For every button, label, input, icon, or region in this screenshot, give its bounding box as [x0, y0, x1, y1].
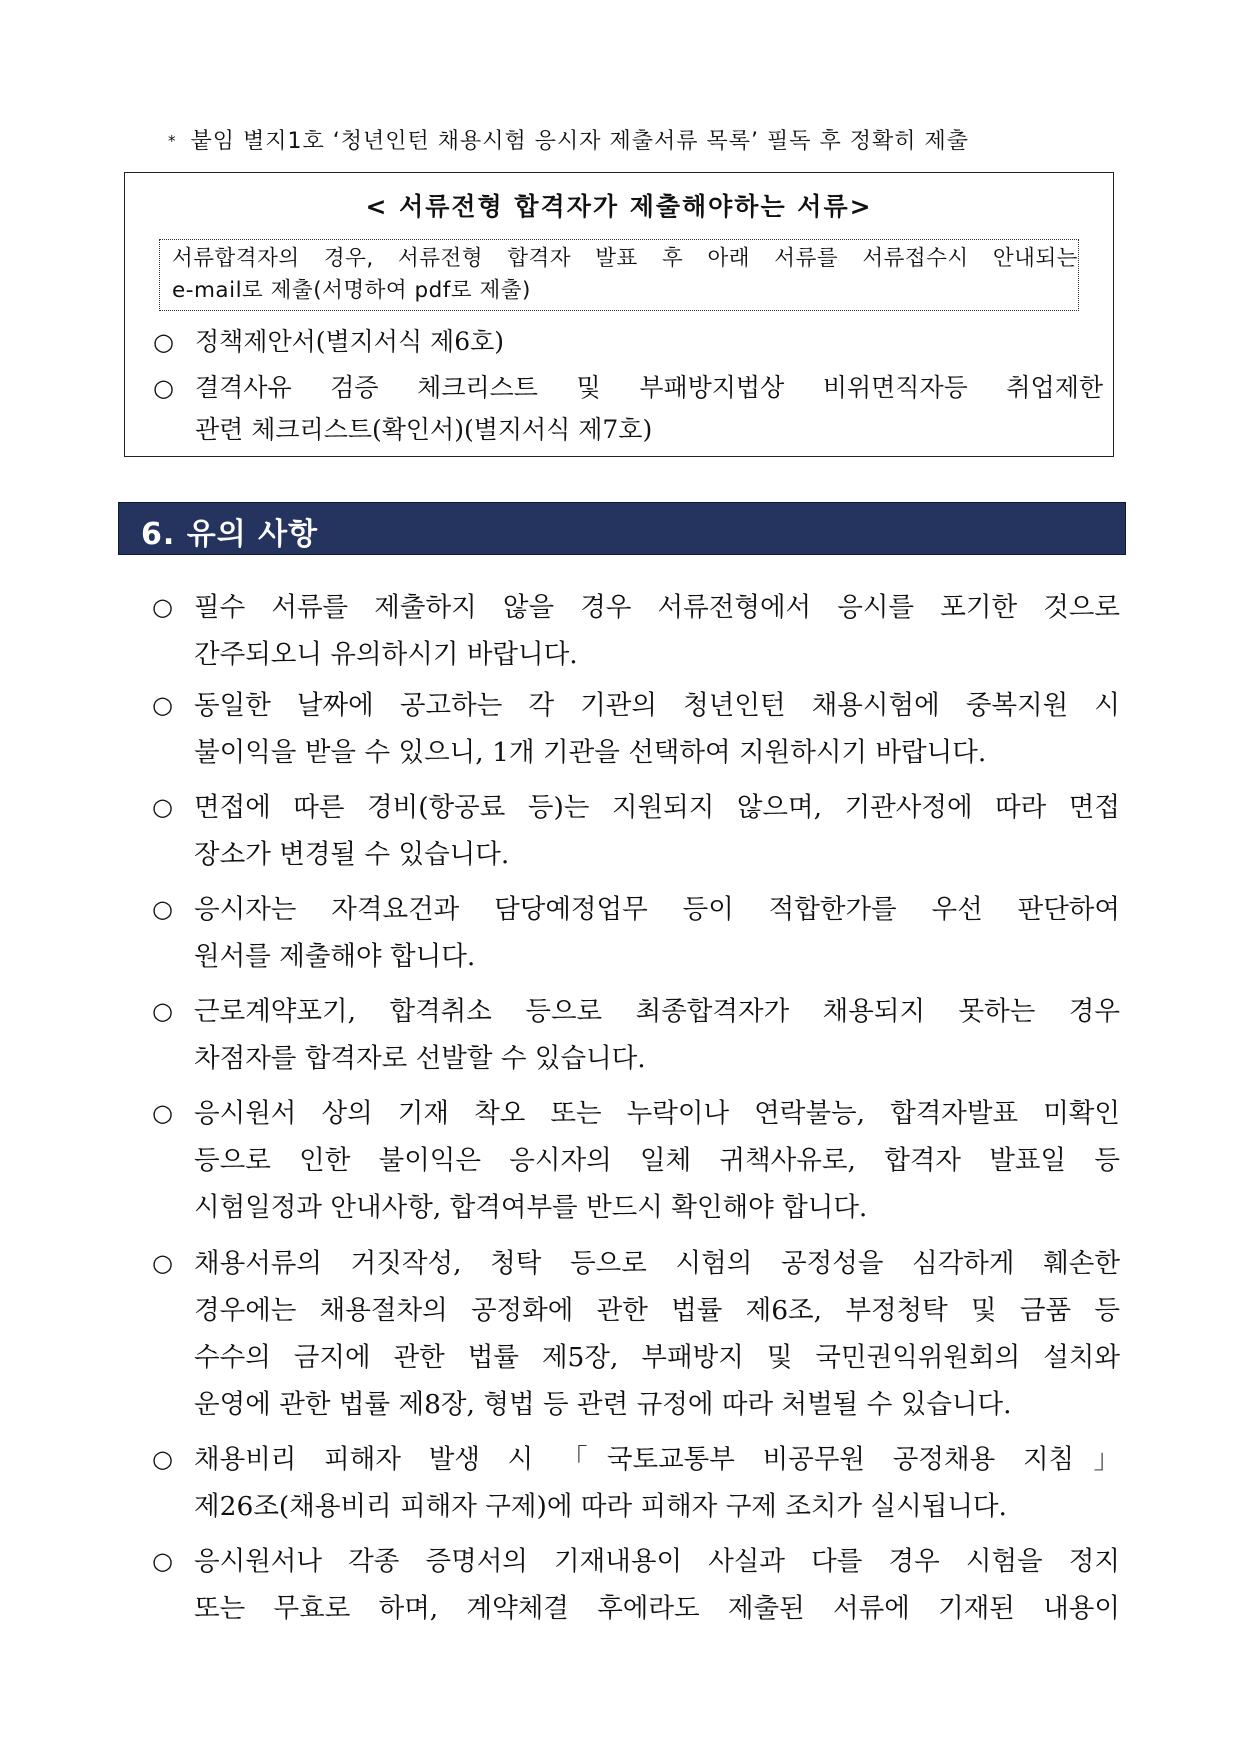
list-item-line: 또는 무효로 하며, 계약체결 후에라도 제출된 서류에 기재된 내용이 [194, 1593, 1120, 1624]
list-item [152, 1090, 1120, 1231]
list-item [152, 1436, 1120, 1530]
circle-bullet-icon: ○ [152, 691, 173, 719]
list-item-line: 응시원서 상의 기재 착오 또는 누락이나 연락불능, 합격자발표 미확인 [194, 1098, 1120, 1129]
circle-bullet-icon: ○ [152, 593, 173, 621]
list-item-line: 제26조(채용비리 피해자 구제)에 따라 피해자 구제 조치가 실시됩니다. [194, 1491, 1007, 1522]
circle-bullet-icon: ○ [153, 374, 174, 402]
list-item-line: 원서를 제출해야 합니다. [194, 941, 476, 972]
list-item-line: 관련 체크리스트(확인서)(별지서식 제7호) [195, 415, 653, 444]
list-item-line: 필수 서류를 제출하지 않을 경우 서류전형에서 응시를 포기한 것으로 [194, 592, 1120, 623]
list-item-line: 불이익을 받을 수 있으니, 1개 기관을 선택하여 지원하시기 바랍니다. [194, 737, 987, 768]
list-item [153, 367, 1103, 451]
circle-bullet-icon: ○ [152, 1099, 173, 1127]
circle-bullet-icon: ○ [153, 328, 174, 356]
list-item-line: 등으로 인한 불이익은 응시자의 일체 귀책사유로, 합격자 발표일 등 [194, 1145, 1120, 1176]
list-item-line: 정책제안서(별지서식 제6호) [195, 327, 505, 356]
list-item [152, 988, 1120, 1082]
circle-bullet-icon: ○ [152, 1547, 173, 1575]
list-item-line: 면접에 따른 경비(항공료 등)는 지원되지 않으며, 기관사정에 따라 면접 [194, 792, 1120, 823]
documents-notice [159, 239, 1079, 311]
top-note-text: 붙임 별지1호 ‘청년인턴 채용시험 응시자 제출서류 목록’ 필독 후 정확히 제출 [190, 129, 969, 154]
list-item-line: 간주되오니 유의하시기 바랍니다. [194, 639, 578, 670]
notice-line: 서류합격자의 경우, 서류전형 합격자 발표 후 아래 서류를 서류접수시 안내되는 [172, 246, 1078, 271]
list-item-line: 응시자는 자격요건과 담당예정업무 등이 적합한가를 우선 판단하여 [194, 894, 1120, 925]
list-item-line: 동일한 날짜에 공고하는 각 기관의 청년인턴 채용시험에 중복지원 시 [194, 690, 1120, 721]
circle-bullet-icon: ○ [152, 997, 173, 1025]
circle-bullet-icon: ○ [152, 1249, 173, 1277]
circle-bullet-icon: ○ [152, 895, 173, 923]
circle-bullet-icon: ○ [152, 793, 173, 821]
list-item [152, 584, 1120, 678]
list-item [153, 319, 1103, 365]
list-item-line: 운영에 관한 법률 제8장, 형법 등 관련 규정에 따라 처벌될 수 있습니다. [194, 1389, 1012, 1420]
list-item-line: 채용서류의 거짓작성, 청탁 등으로 시험의 공정성을 심각하게 훼손한 [194, 1248, 1120, 1279]
list-item-line: 시험일정과 안내사항, 합격여부를 반드시 확인해야 합니다. [194, 1192, 868, 1223]
list-item-line: 수수의 금지에 관한 법률 제5장, 부패방지 및 국민권익위원회의 설치와 [194, 1342, 1120, 1373]
list-item-line: 응시원서나 각종 증명서의 기재내용이 사실과 다를 경우 시험을 정지 [194, 1546, 1120, 1577]
list-item-line: 채용비리 피해자 발생 시 「국토교통부 비공무원 공정채용 지침」 [194, 1444, 1120, 1475]
section-header [118, 502, 1126, 555]
list-item [152, 682, 1120, 776]
list-item-line: 근로계약포기, 합격취소 등으로 최종합격자가 채용되지 못하는 경우 [194, 996, 1120, 1027]
list-item [152, 886, 1120, 980]
section-title: 6. 유의 사항 [141, 517, 319, 552]
list-item-line: 경우에는 채용절차의 공정화에 관한 법률 제6조, 부정청탁 및 금품 등 [194, 1295, 1120, 1326]
list-item-line: 장소가 변경될 수 있습니다. [194, 839, 510, 870]
circle-bullet-icon: ○ [152, 1445, 173, 1473]
top-note [168, 124, 1168, 155]
list-item [152, 1538, 1120, 1632]
asterisk-icon: * [168, 132, 177, 150]
documents-box-title: < 서류전형 합격자가 제출해야하는 서류> [365, 192, 873, 221]
documents-box [124, 172, 1114, 457]
list-item-line: 결격사유 검증 체크리스트 및 부패방지법상 비위면직자등 취업제한 [195, 373, 1103, 402]
list-item-line: 차점자를 합격자로 선발할 수 있습니다. [194, 1043, 646, 1074]
list-item [152, 784, 1120, 878]
notice-line: e-mail로 제출(서명하여 pdf로 제출) [172, 278, 531, 303]
list-item [152, 1240, 1120, 1428]
